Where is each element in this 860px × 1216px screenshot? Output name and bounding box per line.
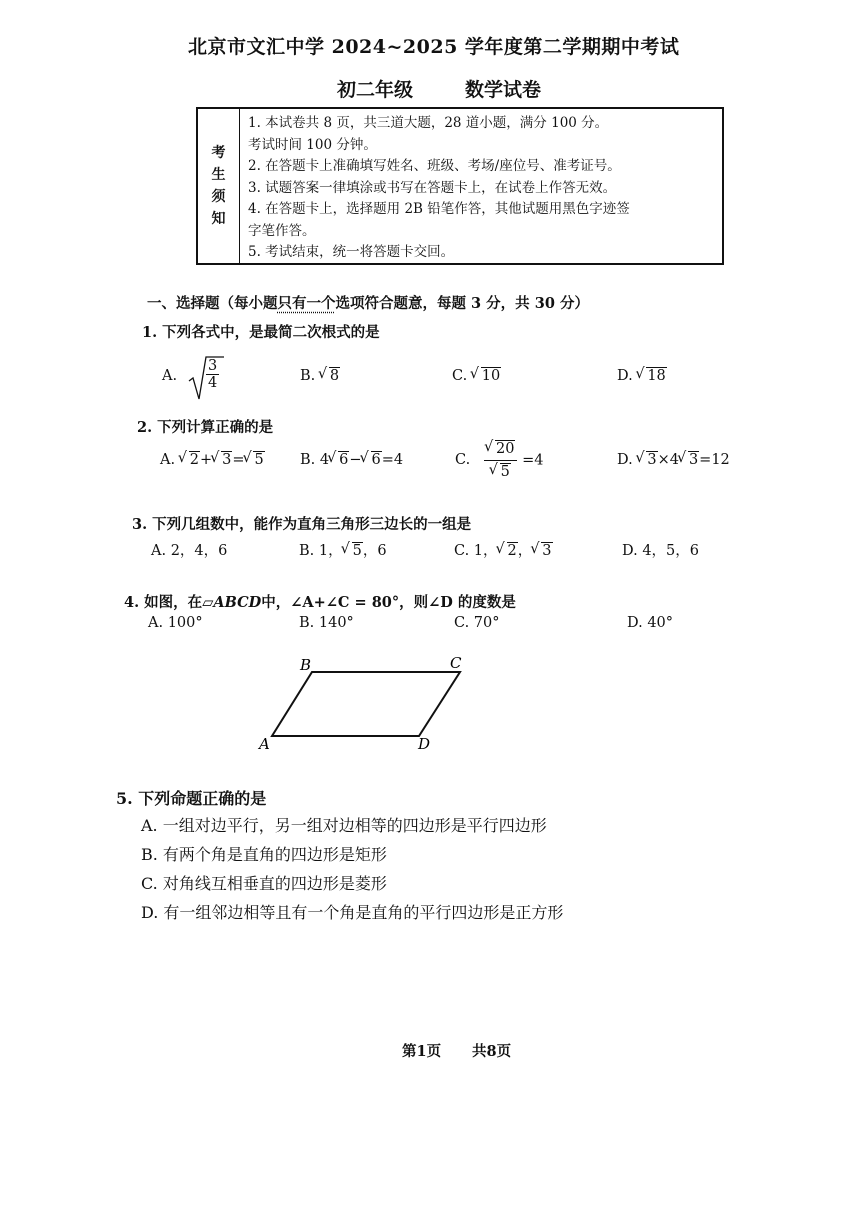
q3-option-c [454, 539, 553, 560]
numerator: 3 [208, 358, 218, 374]
q4-option-d: D. 40° [627, 615, 674, 631]
numerator [484, 438, 517, 461]
q3-option-b [299, 539, 387, 560]
sqrt-expr [343, 543, 363, 559]
sqrt-expr [491, 461, 511, 483]
radicand: 3 [688, 452, 699, 468]
equals-sign: = [232, 452, 245, 468]
q2-option-d [617, 452, 730, 468]
radicand: 5 [352, 543, 362, 559]
radicand: 6 [339, 452, 349, 468]
notice-label [198, 109, 240, 263]
q3-b-pre: 1， [318, 543, 343, 559]
q1-option-b [300, 368, 340, 384]
times-sign: ×4 [657, 452, 679, 468]
equals-result: =12 [699, 452, 730, 468]
radicand: 8 [329, 368, 340, 384]
q1-d-label: D. [617, 368, 633, 384]
sqrt-expr [532, 543, 552, 559]
radicand: 5 [500, 464, 510, 480]
sqrt-expr [486, 438, 515, 460]
parallelogram-shape [272, 672, 460, 736]
grade-label: 初二年级 [337, 79, 414, 101]
radicand: 18 [647, 368, 666, 384]
q4-stem-pre: 4. 如图，在 [124, 594, 203, 611]
notice-line: 3. 试题答案一律填涂或书写在答题卡上，在试卷上作答无效。 [248, 179, 617, 196]
q2-option-b [300, 452, 403, 468]
q2-option-c-label: C. [455, 452, 471, 468]
q2-option-c [484, 438, 543, 483]
vertex-label-c: C [450, 654, 462, 672]
radicand: 20 [496, 441, 515, 457]
notice-line: 考试时间 100 分钟。 [248, 136, 377, 153]
subject-label: 数学试卷 [465, 79, 542, 101]
notice-line: 字笔作答。 [248, 222, 316, 239]
sqrt-expr [498, 543, 518, 559]
sqrt-expr [679, 452, 699, 468]
sqrt-expr [637, 452, 657, 468]
q3-b-label: B. [299, 543, 315, 559]
q3-stem: 3. 下列几组数中，能作为直角三角形三边长的一组是 [132, 516, 472, 533]
radicand: 2 [507, 543, 517, 559]
q3-c-mid: ， [517, 543, 533, 559]
radicand: 2 [189, 452, 199, 468]
notice-label-char: 考 [211, 145, 226, 161]
q4-option-a: A. 100° [148, 615, 203, 631]
radicand: 3 [647, 452, 657, 468]
q2-a-label: A. [160, 452, 176, 468]
total-pages: 共8页 [472, 1043, 512, 1060]
page-number: 第1页 [402, 1043, 442, 1060]
q5-option-c: C. 对角线互相垂直的四边形是菱形 [141, 874, 387, 893]
notice-line: 2. 在答题卡上准确填写姓名、班级、考场/座位号、准考证号。 [248, 158, 621, 174]
q1-option-c [452, 368, 501, 384]
parallelogram-figure [255, 650, 485, 755]
notice-label-char: 知 [211, 211, 226, 227]
q4-stem-mid: 中，∠A+∠C = 80°，则∠D 的度数是 [261, 594, 516, 611]
section-heading [147, 292, 589, 313]
parallelogram-name: ▱ABCD [202, 594, 262, 611]
q1-a-fraction [206, 358, 219, 391]
q4-option-b: B. 140° [299, 615, 354, 631]
q1-c-label: C. [452, 368, 468, 384]
radicand: 3 [222, 452, 232, 468]
radicand: 3 [542, 543, 552, 559]
notice-line: 5. 考试结束，统一将答题卡交回。 [248, 244, 455, 260]
plus-sign: + [199, 452, 213, 468]
notice-line: 4. 在答题卡上，选择题用 2B 铅笔作答，其他试题用黑色字迹签 [248, 201, 630, 217]
notice-label-char: 须 [211, 189, 226, 205]
q5-option-d: D. 有一组邻边相等且有一个角是直角的平行四边形是正方形 [141, 903, 564, 922]
exam-title: 北京市文汇中学 2024~2025 学年度第二学期期中考试 [188, 36, 680, 58]
sqrt-expr [637, 368, 666, 384]
vertex-label-d: D [418, 735, 431, 753]
q1-option-d [617, 368, 667, 384]
q2-option-a [160, 452, 265, 468]
sqrt-expr [212, 452, 232, 468]
denominator: 4 [208, 375, 218, 391]
notice-line: 1. 本试卷共 8 页，共三道大题，28 道小题，满分 100 分。 [248, 115, 609, 131]
q2-d-label: D. [617, 452, 633, 468]
vertex-label-b: B [300, 656, 312, 674]
denominator [491, 461, 511, 483]
sqrt-expr [180, 452, 200, 468]
q1-option-a [162, 368, 177, 384]
q3-c-pre: 1， [473, 543, 498, 559]
q2-b-label: B. [300, 452, 316, 468]
sqrt-expr [329, 452, 349, 468]
equals-result: =4 [522, 452, 544, 469]
minus-sign: − [349, 452, 362, 468]
notice-box [196, 107, 724, 265]
q3-b-post: ，6 [362, 543, 387, 559]
q3-option-d: D. 4，5，6 [622, 543, 700, 559]
section-emphasis: 只有一个 [277, 295, 336, 312]
sqrt-expr [320, 368, 340, 384]
radicand: 10 [481, 368, 501, 384]
notice-lines [248, 113, 630, 264]
q1-b-label: B. [300, 368, 316, 384]
q3-option-a: A. 2，4，6 [151, 543, 228, 559]
q5-option-b: B. 有两个角是直角的四边形是矩形 [141, 845, 387, 864]
radicand: 6 [371, 452, 381, 468]
q2-stem: 2. 下列计算正确的是 [137, 419, 274, 436]
section-suffix: 选项符合题意，每题 3 分，共 30 分） [335, 295, 589, 312]
q1-stem: 1. 下列各式中，是最简二次根式的是 [142, 324, 380, 341]
q3-c-label: C. [454, 543, 470, 559]
radicand: 5 [254, 452, 264, 468]
sqrt-expr [244, 452, 264, 468]
q4-stem [124, 591, 516, 612]
sqrt-expr [362, 452, 382, 468]
q2-c-fraction [484, 438, 517, 483]
q5-stem: 5. 下列命题正确的是 [116, 789, 267, 808]
equals-result: =4 [381, 452, 404, 468]
q5-option-a: A. 一组对边平行，另一组对边相等的四边形是平行四边形 [141, 816, 547, 835]
sqrt-expr [472, 368, 501, 384]
q4-option-c: C. 70° [454, 615, 500, 631]
notice-label-char: 生 [211, 167, 226, 183]
coefficient: 4 [319, 452, 330, 468]
section-prefix: 一、选择题（每小题 [147, 295, 278, 312]
vertex-label-a: A [259, 735, 270, 753]
q1-a-label: A. [162, 368, 178, 384]
